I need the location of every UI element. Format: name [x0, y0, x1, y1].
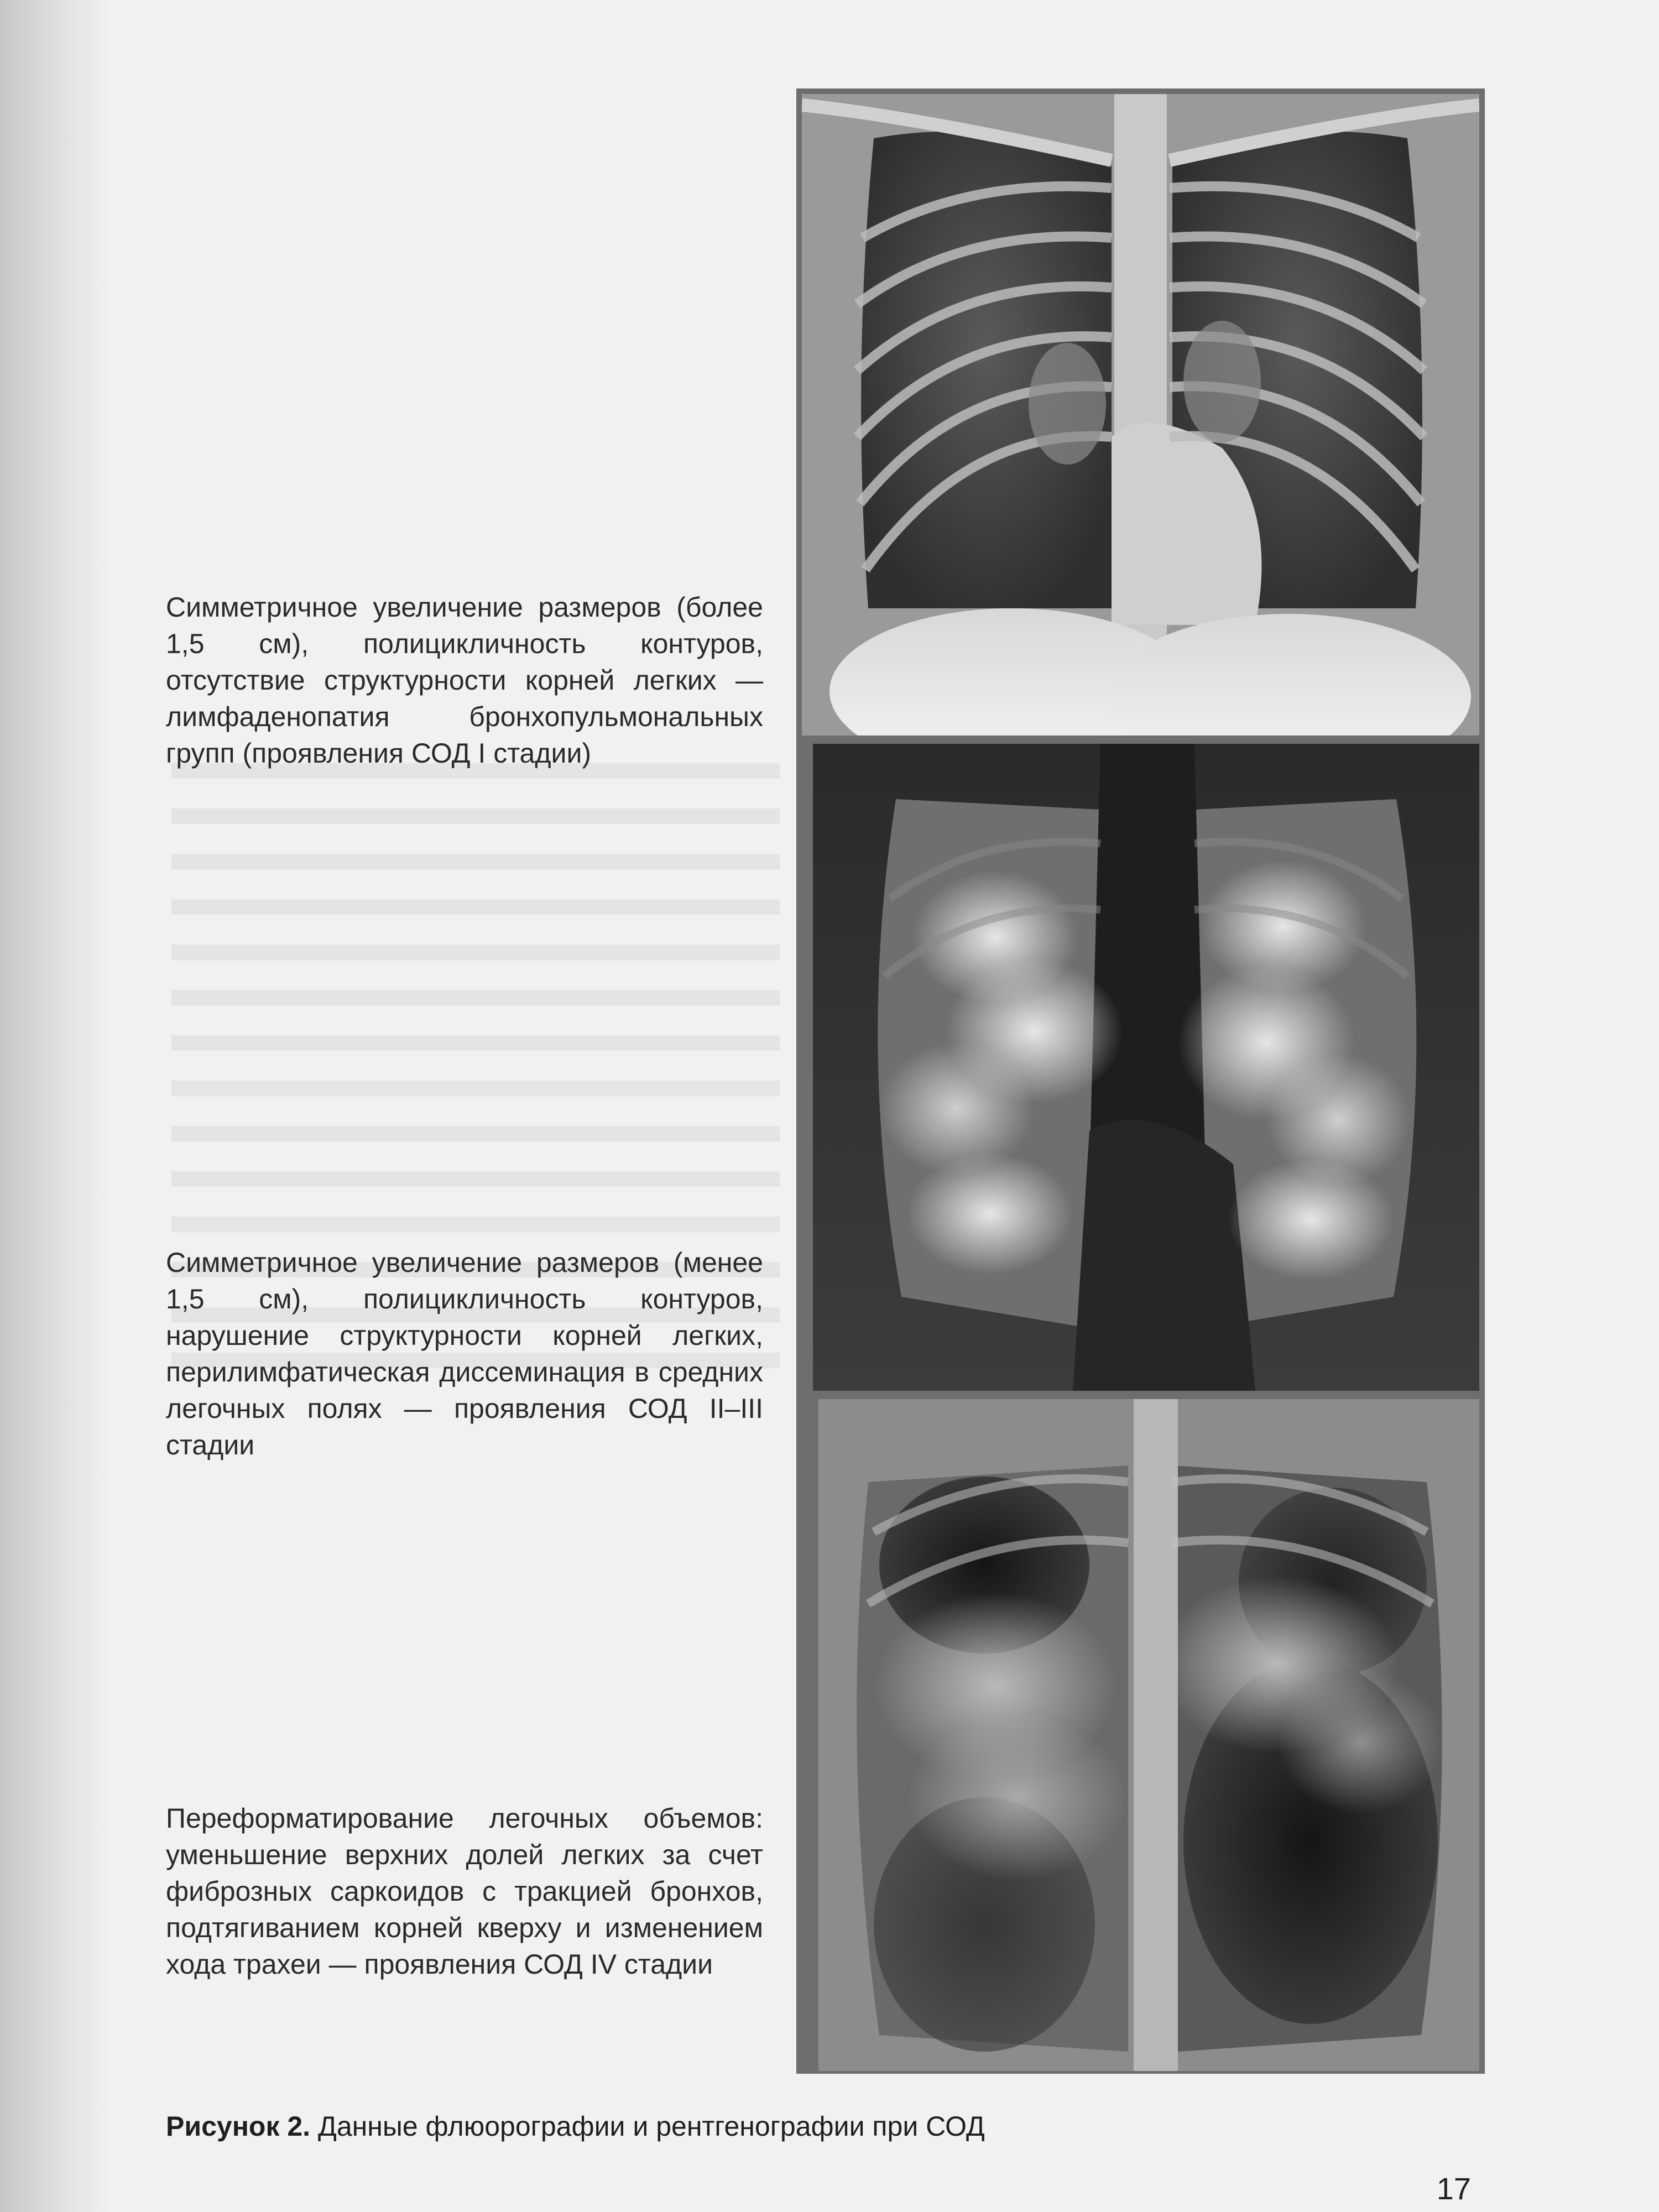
caption-stage-4: Переформатирование легочных объемов: уменьшение верхних долей легких за счет фиброзных саркоидов с тракцией бронхов, подтягиванием корней кверху и изменением хода трахеи — проявления СОД IV стадии [166, 1803, 763, 1980]
chest-xray-stage-4 [818, 1399, 1479, 2071]
figure-label: Рисунок 2. [166, 2111, 311, 2142]
chest-xray-stage-2-3 [813, 744, 1479, 1391]
figure-title: Данные флюорографии и рентгенографии при СОД [317, 2111, 985, 2142]
page-number: 17 [1436, 2171, 1471, 2206]
figure-caption [166, 2110, 985, 2143]
chest-xray-stage-1 [802, 94, 1479, 735]
caption-stage-1: Симметричное увеличение размеров (более 1,5 см), полицикличность контуров, отсутствие структурности корней легких — лимфаденопатия бронхопульмональных групп (проявления СОД I стадии) [166, 592, 763, 769]
caption-stage-2-3: Симметричное увеличение размеров (менее 1,5 см), полицикличность контуров, нарушение структурности корней легких, перилимфатическая диссеминация в средних легочных полях — проявления СОД II–III стадии [166, 1247, 763, 1460]
page-shadow [0, 0, 111, 2212]
